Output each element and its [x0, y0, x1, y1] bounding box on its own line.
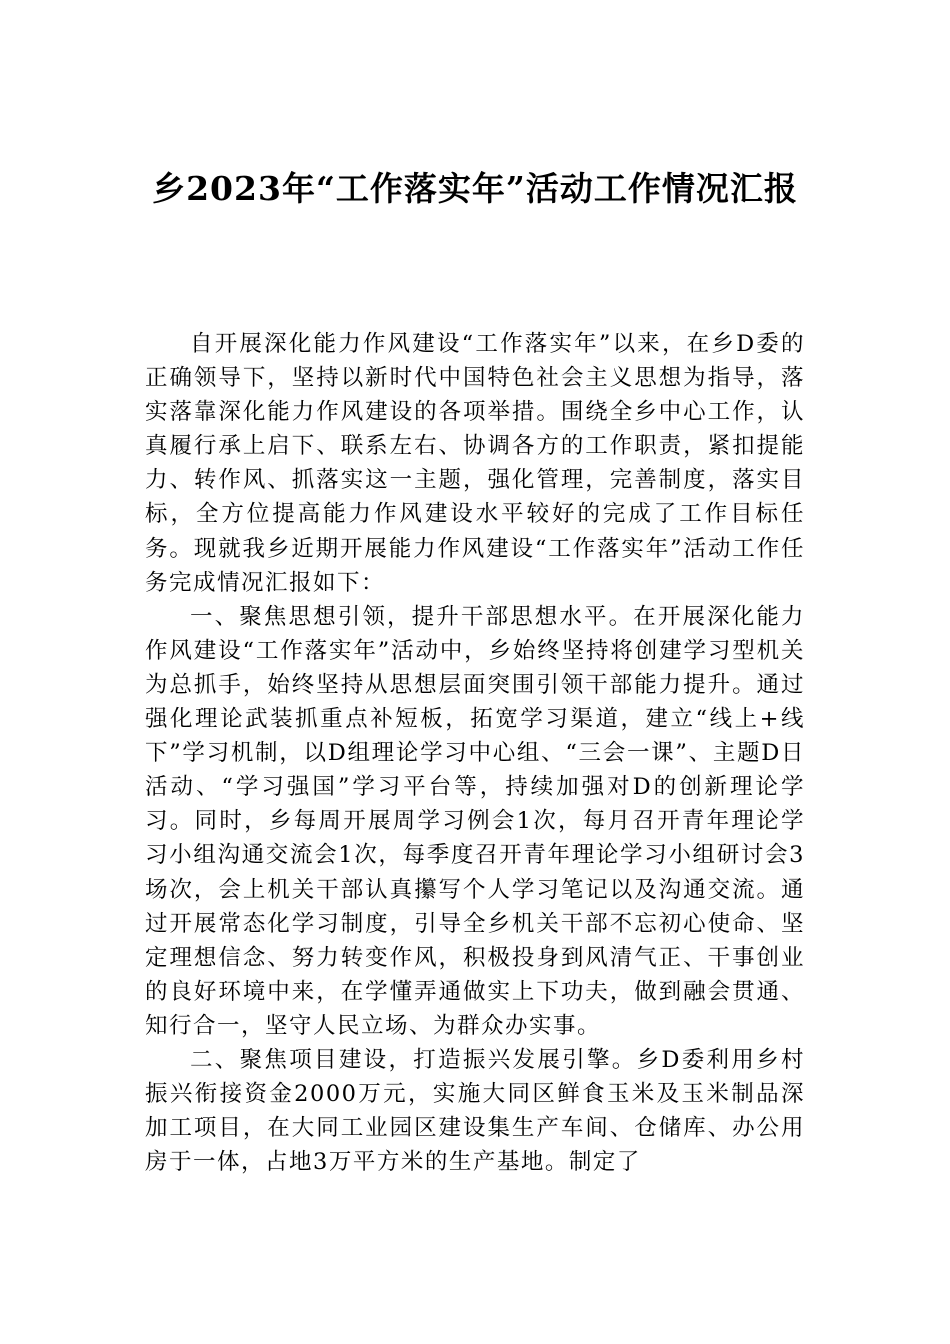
document-title: 乡2023年“工作落实年”活动工作情况汇报	[152, 169, 798, 208]
section-two-paragraph: 二、聚焦项目建设，打造振兴发展引擎。乡D委利用乡村振兴衔接资金2000万元，实施大同区鲜食玉米及玉米制品深加工项目，在大同工业园区建设集生产车间、仓储库、办公用房于一体，占地3万平方米的生产基地。制定了	[145, 1046, 805, 1176]
intro-paragraph: 自开展深化能力作风建设“工作落实年”以来，在乡D委的正确领导下，坚持以新时代中国特色社会主义思想为指导，落实落靠深化能力作风建设的各项举措。围绕全乡中心工作，认真履行承上启下、联系左右、协调各方的工作职责，紧扣提能力、转作风、抓落实这一主题，强化管理，完善制度，落实目标，全方位提高能力作风建设水平较好的完成了工作目标任务。现就我乡近期开展能力作风建设“工作落实年”活动工作任务完成情况汇报如下：	[145, 331, 805, 596]
document-body	[145, 327, 805, 1179]
section-one-paragraph: 一、聚焦思想引领，提升干部思想水平。在开展深化能力作风建设“工作落实年”活动中，乡始终坚持将创建学习型机关为总抓手，始终坚持从思想层面突围引领干部能力提升。通过强化理论武装抓重点补短板，拓宽学习渠道，建立“线上+线下”学习机制，以D组理论学习中心组、“三会一课”、主题D日活动、“学习强国”学习平台等，持续加强对D的创新理论学习。同时，乡每周开展周学习例会1次，每月召开青年理论学习小组沟通交流会1次，每季度召开青年理论学习小组研讨会3场次，会上机关干部认真攥写个人学习笔记以及沟通交流。通过开展常态化学习制度，引导全乡机关干部不忘初心使命、坚定理想信念、努力转变作风，积极投身到风清气正、干事创业的良好环境中来，在学懂弄通做实上下功夫，做到融会贯通、知行合一，坚守人民立场、为群众办实事。	[145, 603, 805, 1039]
